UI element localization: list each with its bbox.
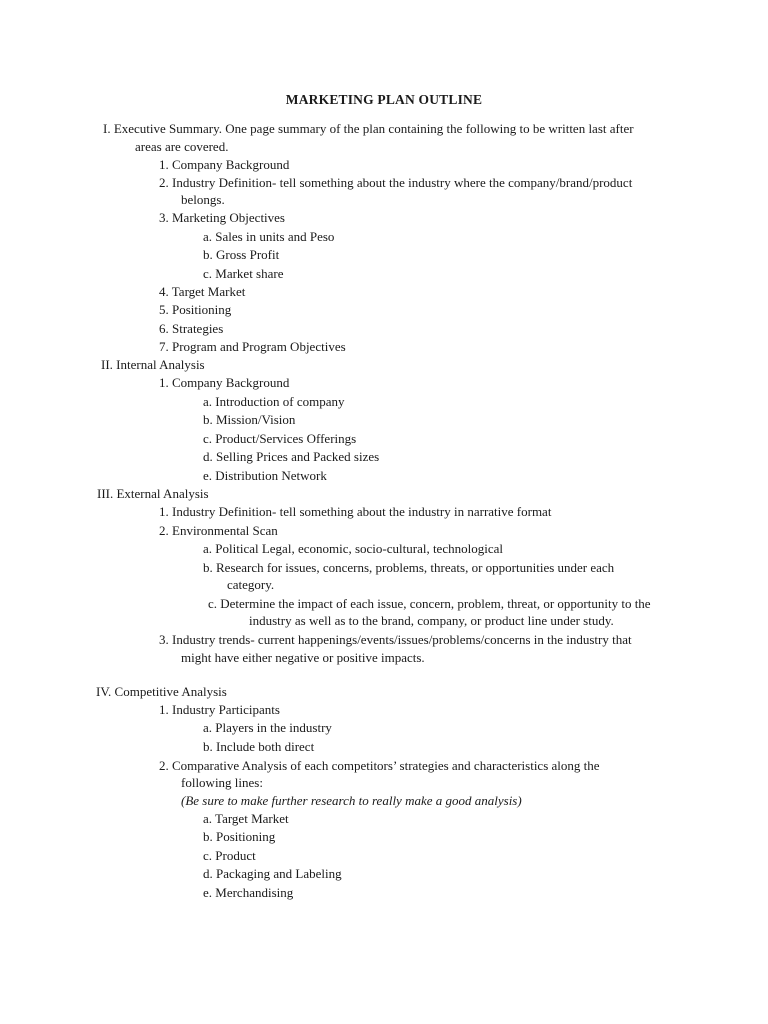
outline-line: areas are covered. [135,139,229,154]
outline-line: industry as well as to the brand, company, or product line under study. [249,613,614,628]
outline-line: c. Product [203,848,256,863]
outline-line: 7. Program and Program Objectives [159,339,346,354]
section-heading-executive-summary: I. Executive Summary. One page summary of the plan containing the following to be written last after [103,121,634,136]
outline-line: 1. Industry Definition- tell something about the industry in narrative format [159,504,552,519]
outline-line: b. Mission/Vision [203,412,296,427]
outline-line: a. Political Legal, economic, socio-cultural, technological [203,541,503,556]
section-heading-external-analysis: III. External Analysis [97,486,209,501]
outline-line: 2. Environmental Scan [159,523,278,538]
outline-line: following lines: [181,775,263,790]
outline-line: 6. Strategies [159,321,224,336]
outline-line: 3. Marketing Objectives [159,210,285,225]
outline-line: 2. Comparative Analysis of each competitors’ strategies and characteristics along the [159,758,600,773]
outline-line: a. Target Market [203,811,289,826]
research-note: (Be sure to make further research to really make a good analysis) [181,793,522,808]
outline-line: 1. Company Background [159,375,290,390]
outline-line: d. Selling Prices and Packed sizes [203,449,380,464]
outline-line: 5. Positioning [159,302,232,317]
outline-line: 4. Target Market [159,284,246,299]
outline-line: c. Market share [203,266,284,281]
outline-line: a. Introduction of company [203,394,345,409]
outline-line: b. Gross Profit [203,247,280,262]
outline-line: b. Include both direct [203,739,315,754]
outline-line: b. Positioning [203,829,276,844]
outline-line: 3. Industry trends- current happenings/events/issues/problems/concerns in the industry that [159,632,632,647]
outline-line: 2. Industry Definition- tell something about the industry where the company/brand/product [159,175,633,190]
outline-line: belongs. [181,192,225,207]
section-heading-competitive-analysis: IV. Competitive Analysis [96,684,227,699]
outline-line: category. [227,577,275,592]
outline-line: e. Distribution Network [203,468,327,483]
outline-line: a. Players in the industry [203,720,332,735]
document-title: MARKETING PLAN OUTLINE [285,92,483,107]
outline-line: a. Sales in units and Peso [203,229,335,244]
outline-line: e. Merchandising [203,885,294,900]
outline-line: might have either negative or positive impacts. [181,650,425,665]
outline-line: b. Research for issues, concerns, problems, threats, or opportunities under each [203,560,615,575]
outline-line: 1. Company Background [159,157,290,172]
outline-line: c. Determine the impact of each issue, concern, problem, threat, or opportunity to the [208,596,651,611]
outline-line: c. Product/Services Offerings [203,431,357,446]
outline-line: d. Packaging and Labeling [203,866,342,881]
section-heading-internal-analysis: II. Internal Analysis [101,357,205,372]
outline-line: 1. Industry Participants [159,702,280,717]
